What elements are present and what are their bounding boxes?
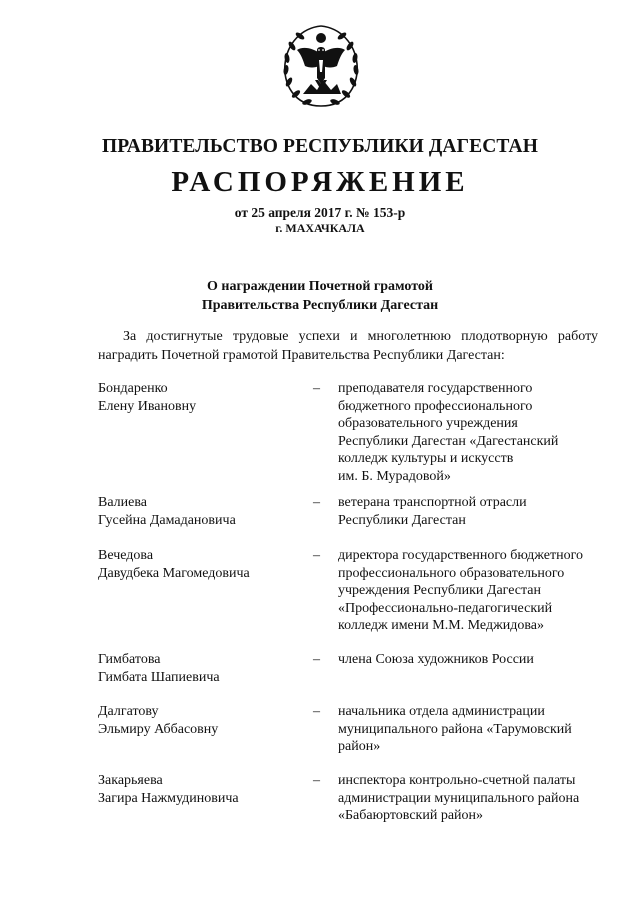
awardee-given-names: Гусейна Дамадановича	[98, 512, 236, 528]
position-line: колледж культуры и искусств	[338, 451, 514, 466]
awardee-position	[338, 651, 610, 669]
awardee-dash: –	[313, 704, 320, 719]
awardee-dash: –	[313, 381, 320, 396]
awardee-position	[338, 547, 610, 635]
government-title: ПРАВИТЕЛЬСТВО РЕСПУБЛИКИ ДАГЕСТАН	[101, 136, 538, 157]
awardee-given-names: Гимбата Шапиевича	[98, 669, 220, 685]
position-line: муниципального района «Тарумовский	[338, 721, 572, 737]
position-line: директора государственного бюджетного	[338, 548, 583, 563]
position-line: администрации муниципального района	[338, 790, 580, 806]
subject-line: Правительства Республики Дагестан	[201, 298, 439, 313]
awardee-surname: Закарьяева	[98, 773, 163, 788]
position-line: члена Союза художников России	[338, 652, 534, 667]
awardee-given-names: Елену Ивановну	[98, 398, 197, 414]
position-line: район»	[338, 739, 381, 754]
awardee-name	[98, 494, 308, 529]
position-line: образовательного учреждения	[338, 416, 518, 431]
awardee-given-names: Загира Нажмудиновича	[98, 790, 239, 806]
position-line: профессионального образовательного	[338, 565, 565, 581]
awardee-position	[338, 380, 610, 485]
position-line: ветерана транспортной отрасли	[338, 495, 527, 510]
awardee-position	[338, 772, 610, 825]
awardee-name	[98, 380, 308, 415]
position-line: «Бабаюртовский район»	[338, 808, 484, 823]
position-line: преподавателя государственного	[338, 381, 533, 396]
position-line: Республики Дагестан	[338, 512, 466, 528]
intro-paragraph: За достигнутые трудовые успехи и многолетнюю плодотворную работу наградить Почетной грамотой Правительства Республики Дагестан:	[98, 329, 598, 363]
awardee-surname: Далгатову	[98, 704, 159, 719]
position-line: им. Б. Мурадовой»	[338, 468, 451, 484]
position-line: учреждения Республики Дагестан	[338, 583, 542, 598]
awardee-position	[338, 494, 610, 529]
position-line: инспектора контрольно-счетной палаты	[338, 773, 576, 788]
awardee-surname: Валиева	[98, 495, 148, 510]
position-line: бюджетного профессионального	[338, 398, 533, 414]
awardee-dash: –	[313, 495, 320, 510]
document-subject	[0, 277, 640, 315]
position-line: колледж имени М.М. Меджидова»	[338, 618, 544, 633]
position-line: Республики Дагестан «Дагестанский	[338, 433, 559, 449]
awardee-surname: Бондаренко	[98, 381, 168, 396]
awardee-name	[98, 703, 308, 738]
awardee-dash: –	[313, 548, 320, 563]
awardee-position	[338, 703, 610, 756]
position-line: начальника отдела администрации	[338, 704, 545, 719]
awardee-surname: Вечедова	[98, 548, 154, 563]
awardee-given-names: Эльмиру Аббасовну	[98, 721, 219, 737]
coat-of-arms-icon	[279, 20, 363, 110]
awardee-dash: –	[313, 773, 320, 788]
awardee-name	[98, 772, 308, 807]
awardee-name	[98, 547, 308, 582]
awardee-dash: –	[313, 652, 320, 667]
document-type: РАСПОРЯЖЕНИЕ	[171, 166, 469, 198]
awardee-name	[98, 651, 308, 686]
document-city: г. МАХАЧКАЛА	[275, 221, 365, 235]
document-date: от 25 апреля 2017 г. № 153-р	[234, 205, 406, 220]
position-line: «Профессионально-педагогический	[338, 600, 553, 616]
subject-line: О награждении Почетной грамотой	[207, 279, 433, 294]
awardee-surname: Гимбатова	[98, 652, 161, 667]
awardee-given-names: Давудбека Магомедовича	[98, 565, 250, 581]
